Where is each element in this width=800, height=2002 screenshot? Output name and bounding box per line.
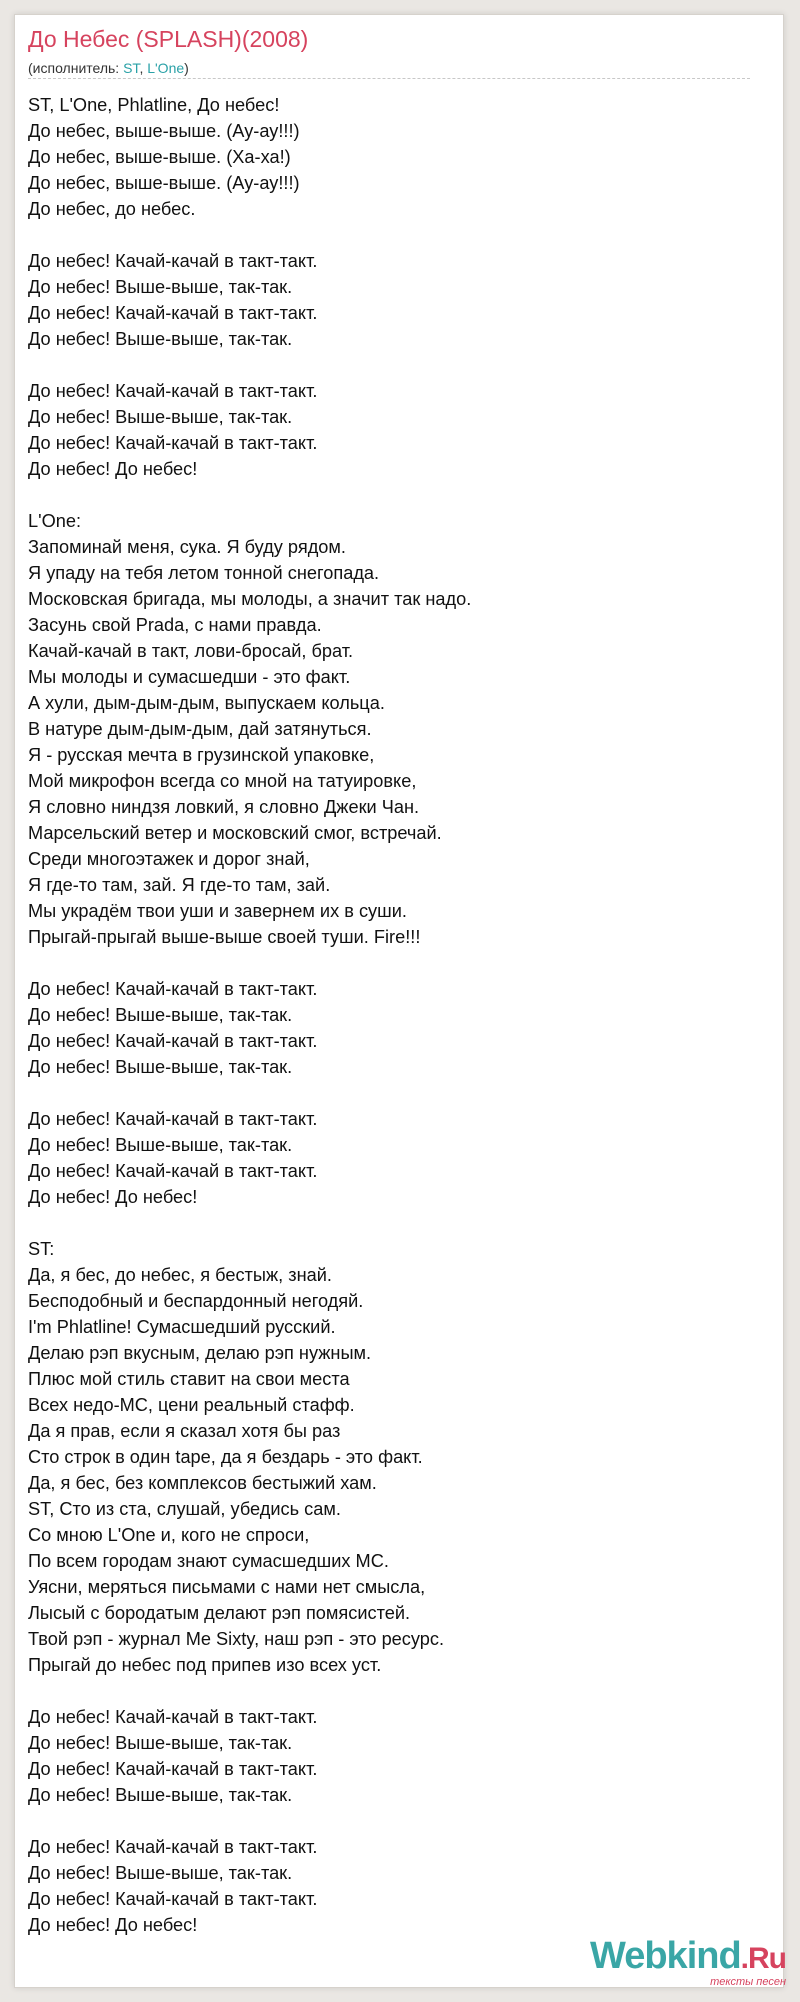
lyric-line: Всех недо-МС, цени реальный стафф. — [28, 1395, 355, 1415]
lyric-line: До небес! Выше-выше, так-так. — [28, 1057, 293, 1077]
lyric-line: До небес! Качай-качай в такт-такт. — [28, 381, 318, 401]
lyric-line: ST, L'One, Phlatline, До небес! — [28, 95, 280, 115]
lyric-line: Да, я бес, до небес, я бестыж, знай. — [28, 1265, 332, 1285]
lyric-line: До небес! Качай-качай в такт-такт. — [28, 251, 318, 271]
stanza-gap — [28, 352, 471, 378]
lyric-line: До небес, выше-выше. (Ау-ау!!!) — [28, 121, 300, 141]
lyric-line: Со мною L'One и, кого не спроси, — [28, 1525, 310, 1545]
logo-tld: .Ru — [740, 1942, 786, 1975]
lyric-line: Бесподобный и беспардонный негодяй. — [28, 1291, 364, 1311]
lyric-line: Мой микрофон всегда со мной на татуировке, — [28, 771, 417, 791]
lyric-line: Твой рэп - журнал Me Sixty, наш рэп - это ресурс. — [28, 1629, 445, 1649]
byline-prefix: (исполнитель: — [28, 60, 124, 76]
lyric-line: ST, Сто из ста, слушай, убедись сам. — [28, 1499, 341, 1519]
lyric-line: Московская бригада, мы молоды, а значит так надо. — [28, 589, 472, 609]
lyric-line: Засунь свой Prada, с нами правда. — [28, 615, 322, 635]
lyric-line: Делаю рэп вкусным, делаю рэп нужным. — [28, 1343, 372, 1363]
lyric-line: L'One: — [28, 511, 82, 531]
lyric-line: Я словно ниндзя ловкий, я словно Джеки Чан. — [28, 797, 420, 817]
lyric-line: До небес! Выше-выше, так-так. — [28, 329, 293, 349]
stanza-gap — [28, 1210, 471, 1236]
song-title: До Небес (SPLASH)(2008) — [28, 26, 309, 52]
stanza-gap — [28, 950, 471, 976]
lyric-line: ST: — [28, 1239, 55, 1259]
lyric-line: Мы молоды и сумасшедши - это факт. — [28, 667, 351, 687]
stanza-gap — [28, 1678, 471, 1704]
lyric-line: До небес! Качай-качай в такт-такт. — [28, 303, 318, 323]
lyric-line: До небес! Выше-выше, так-так. — [28, 1863, 293, 1883]
lyric-line: А хули, дым-дым-дым, выпускаем кольца. — [28, 693, 385, 713]
lyric-line: Я где-то там, зай. Я где-то там, зай. — [28, 875, 331, 895]
title-divider — [28, 78, 750, 79]
lyric-line: До небес! Выше-выше, так-так. — [28, 407, 293, 427]
lyric-line: До небес! Качай-качай в такт-такт. — [28, 433, 318, 453]
lyric-line: До небес! Выше-выше, так-так. — [28, 1733, 293, 1753]
lyric-line: До небес! Качай-качай в такт-такт. — [28, 1837, 318, 1857]
lyric-line: До небес! Выше-выше, так-так. — [28, 1785, 293, 1805]
lyric-line: Я упаду на тебя летом тонной снегопада. — [28, 563, 380, 583]
lyric-line: Прыгай до небес под припев изо всех уст. — [28, 1655, 382, 1675]
lyric-line: До небес, до небес. — [28, 199, 196, 219]
lyric-line: До небес! Качай-качай в такт-такт. — [28, 1759, 318, 1779]
byline-separator: , — [139, 60, 148, 76]
lyrics-text — [28, 92, 471, 1938]
lyric-line: Лысый с бородатым делают рэп помясистей. — [28, 1603, 411, 1623]
stanza-gap — [28, 1808, 471, 1834]
lyric-line: До небес! Выше-выше, так-так. — [28, 1135, 293, 1155]
logo-name: Webkind — [590, 1935, 741, 1977]
lyric-line: До небес! Качай-качай в такт-такт. — [28, 1109, 318, 1129]
lyric-line: До небес, выше-выше. (Ау-ау!!!) — [28, 173, 300, 193]
stanza-gap — [28, 1080, 471, 1106]
lyric-line: Марсельский ветер и московский смог, встречай. — [28, 823, 442, 843]
lyric-line: До небес! До небес! — [28, 1915, 198, 1935]
stanza-gap — [28, 222, 471, 248]
byline-suffix: ) — [184, 60, 189, 76]
lyric-line: До небес! Качай-качай в такт-такт. — [28, 1889, 318, 1909]
lyric-line: Да, я бес, без комплексов бестыжий хам. — [28, 1473, 377, 1493]
stanza-gap — [28, 482, 471, 508]
logo-tagline: тексты песен — [710, 1976, 786, 1988]
lyric-line: Прыгай-прыгай выше-выше своей туши. Fire!!! — [28, 927, 421, 947]
artist-link-st[interactable]: ST — [123, 60, 140, 76]
lyric-line: До небес! Качай-качай в такт-такт. — [28, 1161, 318, 1181]
lyric-line: Среди многоэтажек и дорог знай, — [28, 849, 310, 869]
lyric-line: Я - русская мечта в грузинской упаковке, — [28, 745, 375, 765]
lyric-line: До небес! Выше-выше, так-так. — [28, 1005, 293, 1025]
lyric-line: Качай-качай в такт, лови-бросай, брат. — [28, 641, 354, 661]
lyric-line: До небес! До небес! — [28, 1187, 198, 1207]
site-logo[interactable] — [590, 1937, 786, 1988]
lyric-line: Плюс мой стиль ставит на свои места — [28, 1369, 350, 1389]
lyric-line: До небес! Качай-качай в такт-такт. — [28, 1707, 318, 1727]
lyric-line: До небес! До небес! — [28, 459, 198, 479]
lyric-line: Уясни, меряться письмами с нами нет смысла, — [28, 1577, 426, 1597]
artist-link-lone[interactable]: L'One — [147, 60, 185, 76]
lyric-line: До небес! Выше-выше, так-так. — [28, 277, 293, 297]
lyric-line: До небес! Качай-качай в такт-такт. — [28, 1031, 318, 1051]
artist-byline — [28, 60, 189, 76]
lyric-line: Да я прав, если я сказал хотя бы раз — [28, 1421, 341, 1441]
lyric-line: В натуре дым-дым-дым, дай затянуться. — [28, 719, 372, 739]
lyric-line: До небес! Качай-качай в такт-такт. — [28, 979, 318, 999]
lyric-line: По всем городам знают сумасшедших МС. — [28, 1551, 389, 1571]
lyric-line: Запоминай меня, сука. Я буду рядом. — [28, 537, 346, 557]
lyric-line: Сто строк в один tape, да я бездарь - это факт. — [28, 1447, 423, 1467]
lyric-line: I'm Phlatline! Сумасшедший русский. — [28, 1317, 336, 1337]
lyric-line: Мы украдём твои уши и завернем их в суши. — [28, 901, 407, 921]
lyric-line: До небес, выше-выше. (Ха-ха!) — [28, 147, 291, 167]
